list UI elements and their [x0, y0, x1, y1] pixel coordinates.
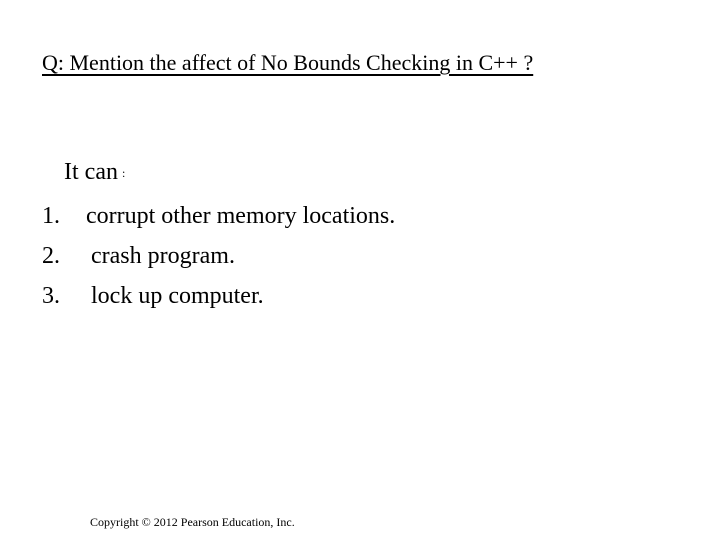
intro-colon: : — [121, 166, 126, 181]
list-item-text: lock up computer. — [91, 283, 264, 309]
list-item — [42, 236, 395, 276]
list-item-number: 1. — [42, 203, 60, 229]
effects-list — [42, 196, 395, 316]
list-item — [42, 196, 395, 236]
list-item-number: 3. — [42, 283, 60, 309]
intro-label: It can — [64, 159, 118, 185]
slide-question-heading: Q: Mention the affect of No Bounds Checking in C++ ? — [42, 50, 534, 75]
list-item-text: crash program. — [91, 243, 235, 269]
list-item-text: corrupt other memory locations. — [86, 203, 396, 229]
list-item-number: 2. — [42, 243, 60, 269]
list-item — [42, 276, 395, 316]
copyright-footer: Copyright © 2012 Pearson Education, Inc. — [90, 515, 295, 529]
intro-text — [64, 156, 125, 189]
